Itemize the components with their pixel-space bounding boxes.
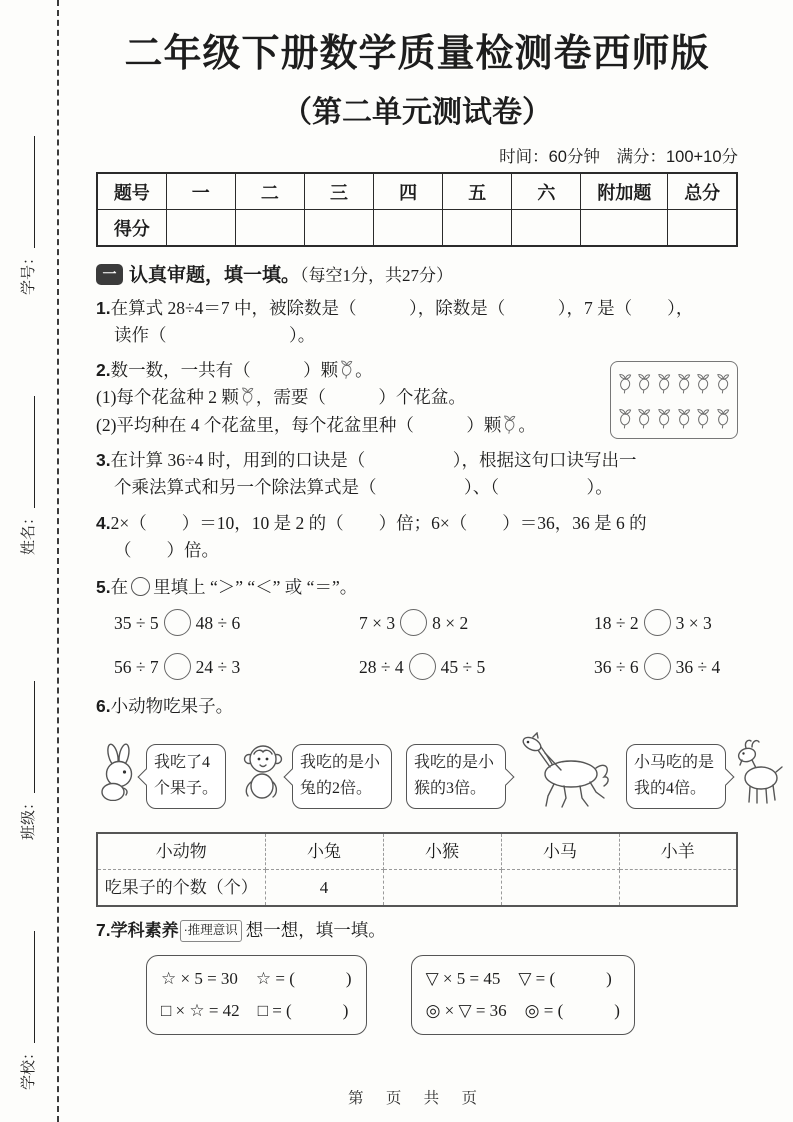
school-write-line (20, 931, 35, 1043)
answer-circle-icon (409, 653, 436, 680)
fruit-row-label: 吃果子的个数（个） (97, 870, 265, 907)
question-2-sub1: (1)每个花盆种 2 颗 (96, 387, 239, 408)
score-col: 一 (166, 173, 235, 210)
student-name-label: 姓名： (19, 509, 37, 555)
fruit-col-header: 小动物 (97, 833, 265, 870)
fruit-count-table (96, 832, 738, 907)
comparison-left: 7 × 3 (359, 612, 396, 633)
fruit-count-cell (383, 870, 501, 907)
symbol-box-1 (146, 955, 367, 1036)
score-cell (235, 210, 304, 247)
score-row-label: 得分 (97, 210, 166, 247)
page-footer: 第 页 共 页 (348, 1090, 486, 1107)
radish-icon (656, 406, 672, 430)
question-5 (96, 574, 738, 681)
radish-icon (617, 406, 633, 430)
school-field (9, 900, 45, 1090)
horse-icon (516, 732, 616, 820)
student-id-write-line (20, 136, 35, 248)
comparison-right: 45 ÷ 5 (440, 657, 486, 677)
radish-icon (715, 371, 731, 395)
score-cell (443, 210, 512, 247)
fruit-count-cell: 4 (265, 870, 383, 907)
student-id-label: 学号： (19, 249, 37, 295)
fruit-col-header: 小猴 (383, 833, 501, 870)
radish-icon (339, 358, 354, 380)
exam-meta: 时间：60分钟 满分：100+10分 (499, 148, 738, 166)
question-1-line2: 读作（ ）。 (114, 325, 316, 346)
comparison-right: 3 × 3 (675, 612, 712, 633)
question-5-number: 5. (96, 576, 111, 597)
class-write-line (20, 681, 35, 793)
question-4-number: 4. (96, 512, 111, 533)
school-label: 学校： (19, 1044, 37, 1090)
section-one-header (96, 260, 738, 287)
radish-icon (617, 371, 633, 395)
question-7 (96, 917, 738, 1035)
question-2-intro: 数一数，一共有（ ）颗 (110, 360, 339, 381)
question-2 (96, 357, 738, 439)
question-4-line1: 2×（ ）＝10，10 是 2 的（ ）倍；6×（ ）＝36，36 是 6 的 (110, 512, 647, 533)
section-one-badge: 一 (96, 264, 123, 285)
monkey-icon (236, 741, 286, 811)
student-id-field (9, 105, 45, 295)
question-5-title-pre: 在 (110, 576, 129, 597)
question-3 (96, 447, 738, 501)
score-cell (581, 210, 668, 247)
comparison-item (594, 609, 738, 637)
comparison-right: 48 ÷ 6 (195, 612, 241, 633)
question-2-number: 2. (96, 360, 111, 381)
score-col: 题号 (97, 173, 166, 210)
radish-icon (502, 413, 517, 435)
monkey-speech-bubble: 我吃的是小兔的2倍。 (292, 744, 392, 809)
comparison-grid (96, 609, 738, 681)
score-cell (304, 210, 373, 247)
radish-icon (715, 406, 731, 430)
equation: ▽ × 5 = 45 (425, 968, 501, 988)
comparison-left: 35 ÷ 5 (114, 612, 159, 633)
page-title: 二年级下册数学质量检测卷西师版 (124, 33, 710, 75)
symbol-equation-boxes (96, 955, 738, 1036)
score-cell (166, 210, 235, 247)
comparison-right: 36 ÷ 4 (675, 657, 721, 677)
score-col: 五 (443, 173, 512, 210)
rabbit-icon (96, 743, 142, 809)
question-6 (96, 693, 738, 907)
rabbit-speech-bubble: 我吃了4个果子。 (146, 744, 226, 809)
answer-circle-icon (164, 653, 191, 680)
equation: □ × ☆ = 42 (161, 1000, 240, 1020)
comparison-item (114, 609, 359, 637)
animals-illustration (96, 730, 738, 822)
comparison-item (359, 653, 594, 681)
class-field (9, 650, 45, 840)
class-label: 班级： (19, 794, 37, 840)
question-3-number: 3. (96, 450, 111, 471)
answer-circle-icon (400, 609, 427, 636)
student-name-field (9, 365, 45, 555)
score-col: 三 (304, 173, 373, 210)
question-3-line2: 个乘法算式和另一个除法算式是（ ）、（ ）。 (114, 477, 613, 498)
fold-dashed-line (57, 0, 59, 1122)
question-1-number: 1. (96, 298, 111, 318)
comparison-right: 24 ÷ 3 (195, 657, 241, 677)
radish-grid-image (610, 361, 738, 439)
question-2-sub2-end: 。 (518, 414, 536, 435)
radish-icon (676, 406, 692, 430)
comparison-item (594, 653, 738, 681)
horse-speech-bubble: 我吃的是小猴的3倍。 (406, 744, 506, 809)
score-col: 总分 (668, 173, 737, 210)
answer-blank: ▽ = ( ) (518, 968, 612, 988)
radish-icon (656, 371, 672, 395)
fruit-col-header: 小兔 (265, 833, 383, 870)
equation-row (426, 963, 620, 995)
symbol-box-2 (411, 955, 635, 1036)
answer-blank: ☆ = ( ) (255, 968, 352, 988)
question-2-intro-end: 。 (355, 360, 373, 381)
fill-circle-icon (131, 577, 150, 596)
question-5-title-post: 里填上 “＞” “＜” 或 “＝”。 (153, 576, 358, 597)
answer-blank: □ = ( ) (257, 1000, 349, 1020)
score-col: 六 (512, 173, 581, 210)
goat-icon (730, 738, 784, 814)
section-one-title: 认真审题，填一填。 (129, 265, 301, 286)
question-2-sub2: (2)平均种在 4 个花盆里，每个花盆里种（ ）颗 (96, 414, 502, 435)
question-2-sub1-end: ，需要（ ）个花盆。 (255, 387, 466, 408)
question-1-line1: 在算式 28÷4＝7 中，被除数是（ ），除数是（ ），7 是（ ）， (110, 298, 694, 318)
equation-row (426, 995, 620, 1027)
radish-icon (695, 406, 711, 430)
question-4 (96, 510, 738, 564)
score-cell (512, 210, 581, 247)
radish-icon (636, 371, 652, 395)
comparison-right: 8 × 2 (432, 612, 469, 633)
reasoning-awareness-tag: ·推理意识 (180, 920, 242, 941)
answer-blank: ◎ = ( ) (524, 1000, 620, 1020)
score-cell (668, 210, 737, 247)
goat-speech-bubble: 小马吃的是我的4倍。 (626, 744, 726, 809)
student-name-write-line (20, 396, 35, 508)
comparison-item (114, 653, 359, 681)
question-1 (96, 295, 738, 349)
radish-icon (695, 371, 711, 395)
comparison-left: 18 ÷ 2 (594, 612, 639, 633)
equation: ☆ × 5 = 30 (161, 968, 238, 988)
equation-row (161, 963, 352, 995)
comparison-left: 28 ÷ 4 (359, 657, 404, 677)
score-col: 二 (235, 173, 304, 210)
score-table (96, 172, 738, 247)
question-7-number: 7. (96, 920, 111, 941)
page-subtitle: （第二单元测试卷） (282, 96, 552, 129)
fruit-col-header: 小马 (501, 833, 619, 870)
equation: ◎ × ▽ = 36 (425, 1000, 507, 1020)
fruit-col-header: 小羊 (619, 833, 737, 870)
section-one-points-note: （每空1分，共27分） (300, 266, 454, 285)
question-4-line2: （ ）倍。 (114, 539, 219, 560)
fruit-count-cell (619, 870, 737, 907)
comparison-left: 36 ÷ 6 (594, 657, 639, 677)
radish-icon (240, 385, 255, 407)
question-6-title: 小动物吃果子。 (110, 696, 234, 717)
comparison-left: 56 ÷ 7 (114, 657, 159, 677)
question-3-line1: 在计算 36÷4 时，用到的口诀是（ ），根据这句口诀写出一 (110, 450, 637, 471)
radish-icon (636, 406, 652, 430)
fruit-table-data-row (97, 870, 737, 907)
equation-row (161, 995, 352, 1027)
fruit-table-header-row (97, 833, 737, 870)
score-table-score-row (97, 210, 737, 247)
score-cell (374, 210, 443, 247)
question-6-number: 6. (96, 696, 111, 717)
subject-literacy-badge: 学科素养 (110, 921, 179, 941)
comparison-item (359, 609, 594, 637)
answer-circle-icon (644, 653, 671, 680)
score-col: 附加题 (581, 173, 668, 210)
radish-icon (676, 371, 692, 395)
fruit-count-cell (501, 870, 619, 907)
question-7-title: 想一想，填一填。 (245, 920, 386, 941)
score-table-header-row (97, 173, 737, 210)
answer-circle-icon (644, 609, 671, 636)
answer-circle-icon (164, 609, 191, 636)
score-col: 四 (374, 173, 443, 210)
